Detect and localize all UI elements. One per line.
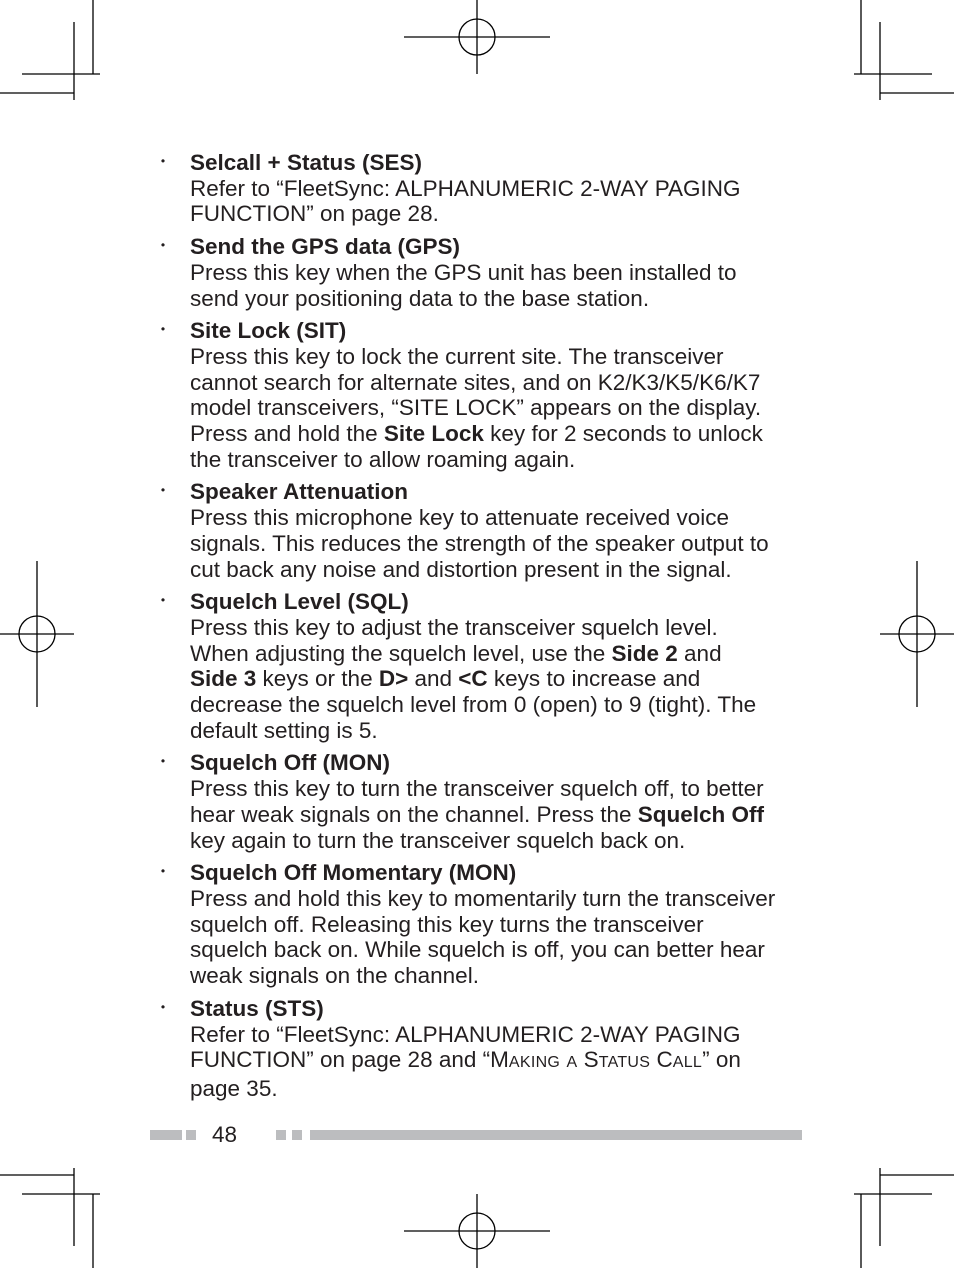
key-name: <C: [458, 666, 488, 692]
text-run: signals. This reduces the strength of the speaker output to: [190, 530, 769, 556]
text-run: Refer to “FleetSync: ALPHANUMERIC 2-WAY PAGING: [190, 175, 741, 201]
description-line: [190, 344, 800, 370]
text-run: send your positioning data to the base station.: [190, 285, 650, 311]
text-run: cut back any noise and distortion present in the signal.: [190, 556, 732, 582]
footer-bar-segment: [186, 1130, 196, 1140]
item-description: [190, 886, 800, 989]
description-line: [190, 260, 800, 286]
bullet-icon: ・: [154, 481, 172, 502]
text-run: and: [677, 640, 722, 666]
text-run: Press and hold the: [190, 421, 384, 447]
description-line: [190, 666, 800, 692]
text-run: squelch back on. While squelch is off, you can better hear: [190, 937, 765, 963]
text-run: Press and hold this key to momentarily turn the transceiver: [190, 885, 776, 911]
description-line: [190, 1047, 800, 1076]
key-name: Side 3: [190, 666, 257, 692]
text-run: ” on: [702, 1047, 741, 1073]
description-line: [190, 557, 800, 583]
page-number: 48: [212, 1122, 238, 1147]
text-run: keys or the: [256, 666, 379, 692]
description-line: [190, 963, 800, 989]
list-item: [150, 150, 800, 227]
footer-bar-segment: [292, 1130, 302, 1140]
bullet-icon: ・: [154, 752, 172, 773]
text-run: key again to turn the transceiver squelch back on.: [190, 827, 686, 853]
text-run: M: [490, 1047, 509, 1073]
text-run: squelch off. Releasing this key turns the transceiver: [190, 911, 704, 937]
description-line: [190, 1076, 800, 1102]
list-item: [150, 589, 800, 743]
text-run: weak signals on the channel.: [190, 963, 479, 989]
item-description: [190, 505, 800, 582]
text-run: S: [577, 1047, 599, 1073]
description-line: [190, 201, 800, 227]
bullet-icon: ・: [154, 320, 172, 341]
text-run: hear weak signals on the channel. Press the: [190, 801, 638, 827]
list-item: [150, 318, 800, 472]
item-description: [190, 344, 800, 473]
description-line: [190, 370, 800, 396]
description-line: [190, 531, 800, 557]
item-title: Speaker Attenuation: [190, 479, 408, 505]
item-description: [190, 615, 800, 744]
text-run: key for 2 seconds to unlock: [483, 421, 763, 447]
list-item: [150, 750, 800, 853]
registration-target-bottom: [404, 1194, 550, 1268]
item-title: Squelch Off Momentary (MON): [190, 860, 517, 886]
bullet-icon: ・: [154, 236, 172, 257]
registration-target-left: [0, 561, 74, 707]
text-run: Press this key to lock the current site. The transceiver: [190, 343, 724, 369]
description-line: [190, 447, 800, 473]
description-line: [190, 828, 800, 854]
registration-target-right: [880, 561, 954, 707]
item-title: Squelch Level (SQL): [190, 589, 409, 615]
item-title: Send the GPS data (GPS): [190, 234, 461, 260]
item-title: Selcall + Status (SES): [190, 150, 422, 175]
bullet-icon: ・: [154, 152, 172, 172]
registration-target-top: [404, 0, 550, 74]
key-name: Site Lock: [383, 421, 484, 447]
footer-bar-segment: [150, 1130, 182, 1140]
item-title: Squelch Off (MON): [190, 750, 390, 776]
list-item: [150, 996, 800, 1102]
text-run: default setting is 5.: [190, 717, 378, 743]
description-line: [190, 505, 800, 531]
description-line: [190, 395, 800, 421]
description-line: [190, 937, 800, 963]
small-caps-text: ALL: [672, 1054, 703, 1072]
text-run: Refer to “FleetSync: ALPHANUMERIC 2-WAY PAGING: [190, 1021, 741, 1047]
description-line: [190, 802, 800, 828]
item-description: [190, 1022, 800, 1102]
small-caps-text: AKING: [508, 1054, 561, 1072]
text-run: and: [408, 666, 459, 692]
key-name: D>: [378, 666, 409, 692]
text-run: When adjusting the squelch level, use the: [190, 640, 612, 666]
item-description: [190, 260, 800, 311]
list-item: [150, 479, 800, 582]
text-run: the transceiver to allow roaming again.: [190, 446, 576, 472]
list-item: [150, 860, 800, 989]
text-run: decrease the squelch level from 0 (open) to 9 (tight). The: [190, 692, 757, 718]
description-line: [190, 692, 800, 718]
description-line: [190, 286, 800, 312]
item-description: [190, 176, 800, 227]
text-run: page 35.: [190, 1075, 278, 1101]
description-line: [190, 176, 800, 202]
text-run: FUNCTION” on page 28 and “: [190, 1047, 491, 1073]
description-line: [190, 718, 800, 744]
bullet-icon: ・: [154, 997, 172, 1018]
description-line: [190, 421, 800, 447]
description-line: [190, 615, 800, 641]
text-run: C: [650, 1047, 673, 1073]
page-footer: [150, 1118, 802, 1154]
description-line: [190, 641, 800, 667]
small-caps-text: TATUS: [598, 1054, 651, 1072]
description-line: [190, 1022, 800, 1048]
item-title: Status (STS): [190, 995, 324, 1021]
bullet-icon: ・: [154, 862, 172, 883]
key-function-list: [150, 150, 800, 1109]
key-name: Side 2: [611, 640, 678, 666]
text-run: model transceivers, “SITE LOCK” appears on the display.: [190, 395, 762, 421]
description-line: [190, 886, 800, 912]
text-run: Press this key to turn the transceiver squelch off, to better: [190, 776, 764, 802]
description-line: [190, 776, 800, 802]
text-run: FUNCTION” on page 28.: [190, 201, 439, 227]
text-run: cannot search for alternate sites, and on K2/K3/K5/K6/K7: [190, 369, 761, 395]
key-name: Squelch Off: [637, 801, 765, 827]
footer-bar-segment: [310, 1130, 802, 1140]
item-description: [190, 776, 800, 853]
text-run: Press this key to adjust the transceiver squelch level.: [190, 614, 718, 640]
small-caps-text: A: [566, 1054, 578, 1072]
list-item: [150, 234, 800, 311]
item-title: Site Lock (SIT): [190, 318, 347, 344]
bullet-icon: ・: [154, 591, 172, 612]
description-line: [190, 912, 800, 938]
text-run: keys to increase and: [487, 666, 701, 692]
text-run: Press this microphone key to attenuate received voice: [190, 505, 730, 531]
footer-bar-segment: [276, 1130, 286, 1140]
text-run: Press this key when the GPS unit has been installed to: [190, 259, 737, 285]
